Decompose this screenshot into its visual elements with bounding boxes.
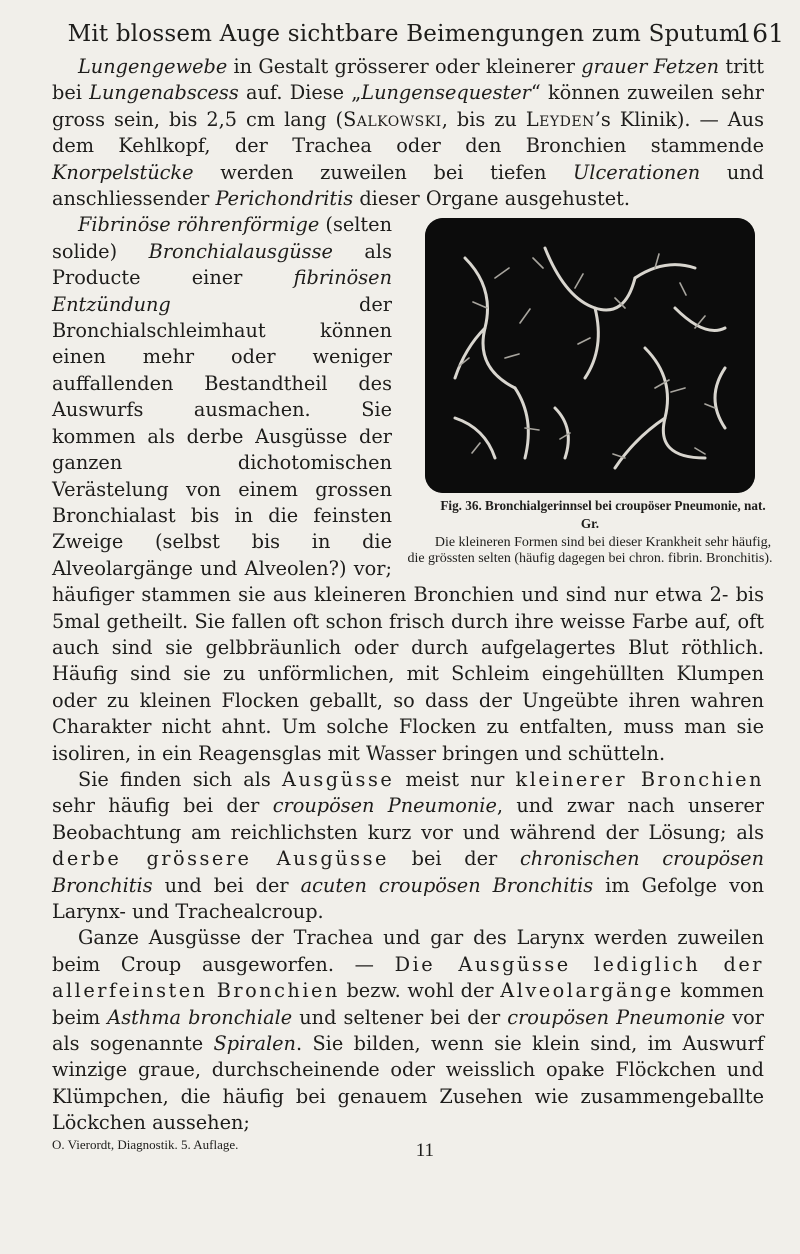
signature-line — [52, 1136, 764, 1161]
figure-36 — [404, 218, 776, 567]
bronchial-cast-illustration — [425, 218, 755, 493]
bronchial-cast-drawing — [425, 218, 755, 493]
sheet-number: 11 — [415, 1139, 434, 1161]
paragraph-lungengewebe: Lungengewebe in Gestalt grösserer oder kleinerer grauer Fetzen tritt bei Lungenabscess auf. Diese „Lungensequester“ können zuweilen sehr gross sein, bis 2,5 cm lang (Salkowski, bis zu Leyden’s Klinik). — Aus dem Kehlkopf, der Trachea oder den Bronchien stammende Knorpelstücke werden zuweilen bei tiefen Ulcerationen und anschliessender Perichondritis dieser Organe ausgehustet. — [52, 55, 765, 211]
signature-text: O. Vierordt, Diagnostik. 5. Auflage. — [52, 1136, 239, 1152]
figure-caption-title: Fig. 36. Bronchialgerinnsel bei croupöser Pneumonie, nat. Gr. — [440, 498, 766, 532]
paragraph-fibrinoese-ausguesse: Fig. 36. Bronchialgerinnsel bei croupöser Pneumonie, nat. Gr. Die kleineren Formen sind bei dieser Krankheit sehr häufig, die grössten selten (häufig dagegen bei chron. fibrin. Bronchitis). Fibrinöse röhrenförmige (selten solide) Bronchialausgüsse als Producte einer fibrinösen Entzündung der Bronchialschleimhaut können einen mehr oder weniger auffallenden Bestandtheil des Auswurfs ausmachen. Sie kommen als derbe Ausgüsse der ganzen dichotomischen Verästelung von einem grossen Bronchialast bis in die feinsten Zweige (selbst bis in die Alveolargänge und Alveolen?) vor; häufiger stammen sie aus kleineren Bronchien und sind nur etwa 2- bis 5mal getheilt. Sie fallen oft schon frisch durch ihre weisse Farbe auf, oft auch sind sie gelbbräunlich oder durch aufgelagertes Blut röthlich. Häufig sind sie zu unförmlichen, mit Schleim eingehüllten Klumpen oder zu kleinen Flocken geballt, so dass der Ungeübte ihren wahren Charakter nicht ahnt. Um solche Flocken zu entfalten, muss man sie isoliren, in ein Reagensglas mit Wasser bringen und schütteln. — [52, 212, 764, 767]
running-title: Mit blossem Auge sichtbare Beimengungen zum Sputum. — [67, 21, 749, 47]
paragraph-ausguesse-kleinerer-bronchien: Sie finden sich als Ausgüsse meist nur kleinerer Bronchien sehr häufig bei der croupösen Pneumonie, und zwar nach unserer Beobachtung am reichlichsten kurz vor und während der Lösung; als derbe grössere Ausgüsse bei der chronischen croupösen Bronchitis und bei der acuten croupösen Bronchitis im Gefolge von Larynx- und Trachealcroup. — [52, 767, 764, 923]
document-page — [52, 14, 784, 1161]
paragraph-ganze-ausguesse: Ganze Ausgüsse der Trachea und gar des Larynx werden zuweilen beim Croup ausgeworfen. — Die Ausgüsse lediglich der allerfeinsten Bronchien bezw. wohl der Alveolargänge kommen beim Asthma bronchiale und seltener bei der croupösen Pneumonie vor als sogenannte Spiralen. Sie bilden, wenn sie klein sind, im Auswurf winzige graue, durchscheinende oder weisslich opake Flöckchen und Klümpchen, die häufig bei genauem Zusehen wie zusammengeballte Löckchen aussehen; — [52, 926, 764, 1135]
page-number: 161 — [736, 19, 784, 48]
running-header — [52, 14, 784, 54]
figure-caption-note: Die kleineren Formen sind bei dieser Krankheit sehr häufig, die grössten selten (häufig dagegen bei chron. fibrin. Bronchitis). — [407, 535, 773, 567]
